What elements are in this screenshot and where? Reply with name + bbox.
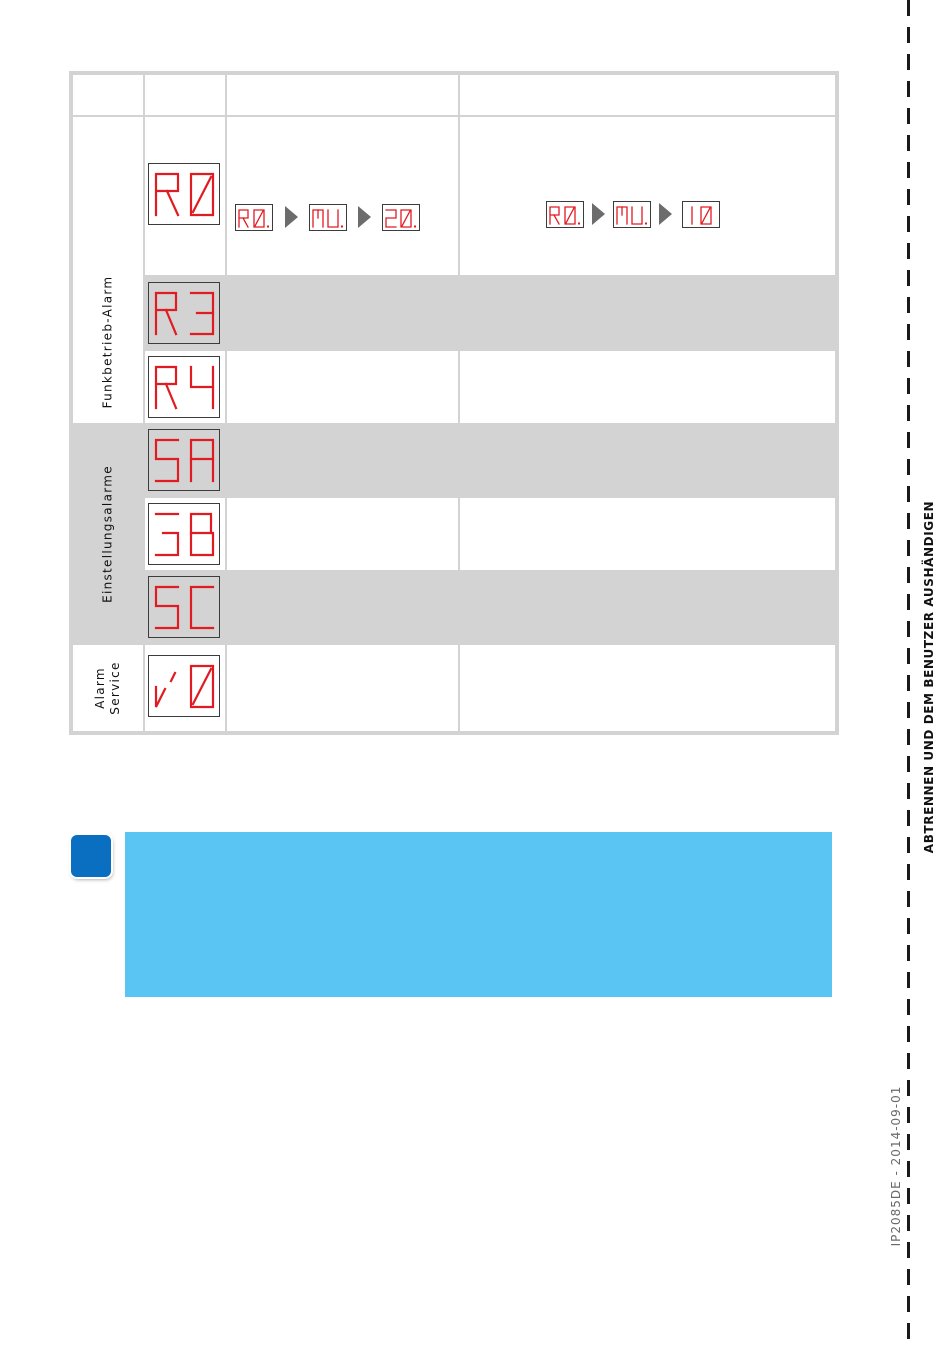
cut-instruction-text: ABTRENNEN UND DEM BENUTZER AUSHÄNDIGEN xyxy=(922,497,936,857)
info-icon xyxy=(71,835,111,877)
segment-display-v0 xyxy=(148,655,220,717)
header-cell-solution xyxy=(460,75,835,115)
segment-display-a0 xyxy=(148,163,220,225)
cut-line xyxy=(907,0,910,1348)
segment-display-sa xyxy=(148,429,220,491)
group-cell-radio-alarm xyxy=(73,117,143,423)
table-row-solution-cell xyxy=(460,277,835,349)
table-row-solution-cell xyxy=(460,645,835,731)
group-label-service-alarm xyxy=(93,661,123,714)
document-code: IP2085DE - 2014-09-01 xyxy=(889,1085,903,1247)
info-box xyxy=(125,832,832,997)
segment-display-a4 xyxy=(148,356,220,418)
group-label-setting-alarms: Einstellungsalarme xyxy=(100,465,115,603)
table-row-solution-cell xyxy=(460,498,835,570)
table-row-description-cell xyxy=(227,277,458,349)
header-cell-description xyxy=(227,75,458,115)
sequence-arrow-icon xyxy=(285,206,298,228)
sequence-display-mu xyxy=(309,204,347,231)
group-label-radio-alarm: Funkbetrieb-Alarm xyxy=(100,275,115,409)
table-row-solution-cell xyxy=(460,117,835,275)
header-cell-display xyxy=(145,75,225,115)
table-row-description-cell xyxy=(227,572,458,643)
header-cell-group xyxy=(73,75,143,115)
sequence-arrow-icon xyxy=(659,203,672,225)
sequence-display-10 xyxy=(682,201,720,228)
sequence-arrow-icon xyxy=(358,206,371,228)
table-row-description-cell xyxy=(227,645,458,731)
segment-display-a3 xyxy=(148,282,220,344)
table-row-solution-cell xyxy=(460,572,835,643)
table-row-description-cell xyxy=(227,498,458,570)
group-cell-service-alarm xyxy=(73,645,143,731)
group-cell-setting-alarms xyxy=(73,425,143,643)
sequence-display-r0 xyxy=(235,204,273,231)
sequence-display-r0 xyxy=(546,201,584,228)
table-row-description-cell xyxy=(227,425,458,495)
table-row-description-cell xyxy=(227,117,458,275)
segment-display-sc xyxy=(148,576,220,638)
sequence-arrow-icon xyxy=(592,203,605,225)
table-row-solution-cell xyxy=(460,351,835,423)
segment-display-sb xyxy=(148,503,220,565)
group-label-service-line2: Service xyxy=(108,661,122,715)
table-row-description-cell xyxy=(227,351,458,423)
table-row-solution-cell xyxy=(460,425,835,495)
sequence-display-mu xyxy=(613,201,651,228)
group-label-service-line1: Alarm xyxy=(93,667,107,709)
sequence-display-20 xyxy=(382,204,420,231)
